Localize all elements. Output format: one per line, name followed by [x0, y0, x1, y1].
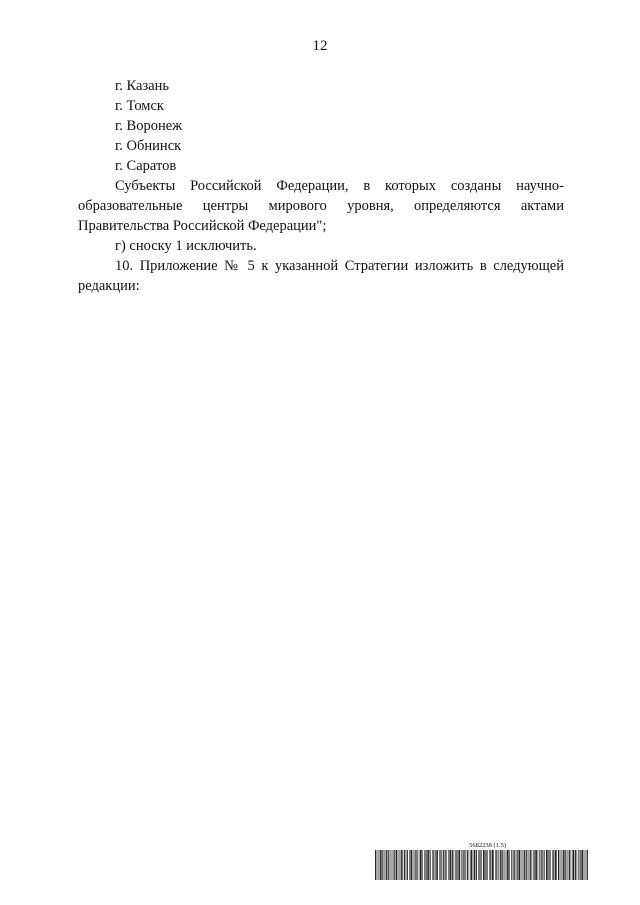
barcode-bar: [451, 850, 452, 880]
barcode-bar: [507, 850, 508, 880]
barcode-bar: [500, 850, 501, 880]
barcode-bar: [523, 850, 524, 880]
barcode-bar: [417, 850, 418, 880]
barcode-bar: [530, 850, 531, 880]
barcode-bar: [562, 850, 563, 880]
barcode-bar: [476, 850, 477, 880]
barcode-bar: [554, 850, 555, 880]
barcode-bar: [421, 850, 422, 880]
barcode-bar: [565, 850, 566, 880]
barcode-bar: [553, 850, 554, 880]
barcode-bar: [436, 850, 437, 880]
barcode-bar: [410, 850, 411, 880]
barcode-bar: [471, 850, 472, 880]
barcode-bar: [546, 850, 547, 880]
barcode-bar: [407, 850, 408, 880]
barcode-bar: [586, 850, 587, 880]
barcode-bar: [505, 850, 506, 880]
barcode-bar: [392, 850, 393, 880]
barcode-bar: [424, 850, 425, 880]
barcode-bar: [489, 850, 490, 880]
barcode-bar: [385, 850, 386, 880]
barcode-bar: [484, 850, 485, 880]
barcode-bar: [583, 850, 584, 880]
barcode-bar: [458, 850, 459, 880]
barcode-bar: [547, 850, 548, 880]
barcode-bar: [376, 850, 377, 880]
barcode-bar: [382, 850, 383, 880]
barcode-bar: [556, 850, 557, 880]
barcode-bar: [491, 850, 492, 880]
barcode-bar: [575, 850, 576, 880]
barcode-bar: [375, 850, 376, 880]
barcode-bar: [383, 850, 384, 880]
barcode-bar: [430, 850, 431, 880]
barcode-bar: [474, 850, 475, 880]
barcode-bar: [415, 850, 416, 880]
barcode-bar: [463, 850, 464, 880]
barcode-bar: [578, 850, 579, 880]
list-item: г. Казань: [115, 78, 170, 94]
barcode-bar: [400, 850, 401, 880]
barcode-bar: [514, 850, 515, 880]
barcode-bar: [437, 850, 438, 880]
barcode-bar: [508, 850, 509, 880]
barcode-bar: [464, 850, 465, 880]
barcode-bar: [572, 850, 573, 880]
barcode-bar: [509, 850, 510, 880]
barcode-bar: [550, 850, 551, 880]
barcode-bar: [427, 850, 428, 880]
barcode-bar: [443, 850, 444, 880]
barcode-bar: [459, 850, 460, 880]
barcode-bar: [564, 850, 565, 880]
barcode-bar: [461, 850, 462, 880]
barcode-bar: [535, 850, 536, 880]
barcode-bar: [498, 850, 499, 880]
barcode-bar: [558, 850, 559, 880]
barcode-bar: [584, 850, 585, 880]
barcode-bar: [569, 850, 570, 880]
barcode-bar: [457, 850, 458, 880]
barcode-bar: [573, 850, 574, 880]
barcode-bar: [563, 850, 564, 880]
barcode-bar: [420, 850, 421, 880]
barcode-bar: [475, 850, 476, 880]
barcode-bar: [478, 850, 479, 880]
barcode-bar: [532, 850, 533, 880]
city-list: [78, 76, 564, 176]
barcode-bar: [472, 850, 473, 880]
barcode-bar: [470, 850, 471, 880]
barcode-bar: [440, 850, 441, 880]
barcode-bar: [544, 850, 545, 880]
barcode-bar: [501, 850, 502, 880]
barcode-bar: [513, 850, 514, 880]
barcode-bar: [527, 850, 528, 880]
barcode-bar: [379, 850, 380, 880]
barcode-bar: [380, 850, 381, 880]
barcode-bar: [439, 850, 440, 880]
barcode-bar: [394, 850, 395, 880]
barcode-bar: [426, 850, 427, 880]
barcode-bar: [483, 850, 484, 880]
barcode-bar: [480, 850, 481, 880]
barcode-bar: [435, 850, 436, 880]
barcode-bar: [377, 850, 378, 880]
barcode-bar: [448, 850, 449, 880]
barcode-bar: [555, 850, 556, 880]
barcode-bar: [511, 850, 512, 880]
barcode-bar: [560, 850, 561, 880]
barcode-bar: [446, 850, 447, 880]
barcode-bar: [407, 850, 408, 880]
list-item: г. Томск: [115, 98, 164, 114]
page-number: 12: [312, 38, 328, 54]
barcode-bar: [520, 850, 521, 880]
barcode-bar: [463, 850, 464, 880]
barcode-bar: [542, 850, 543, 880]
barcode-bar: [495, 850, 496, 880]
barcode-bar: [521, 850, 522, 880]
barcode-bar: [380, 850, 381, 880]
barcode-bar: [526, 850, 527, 880]
barcode-bar: [401, 850, 402, 880]
barcode-bar: [563, 850, 564, 880]
barcode-bar: [454, 850, 455, 880]
barcode-bar: [569, 850, 570, 880]
barcode-bar: [536, 850, 537, 880]
barcode-bar: [381, 850, 382, 880]
barcode-bar: [395, 850, 396, 880]
barcode-bar: [419, 850, 420, 880]
barcode-bar: [515, 850, 516, 880]
barcode-bar: [428, 850, 429, 880]
barcode-bar: [479, 850, 480, 880]
barcode-bar: [406, 850, 407, 880]
barcode-bar: [549, 850, 550, 880]
barcode-bar: [556, 850, 557, 880]
barcode-bar: [411, 850, 412, 880]
barcode-bar: [580, 850, 581, 880]
barcode-bar: [552, 850, 553, 880]
barcode-bar: [456, 850, 457, 880]
barcode-bar: [519, 850, 520, 880]
barcode-bar: [469, 850, 470, 880]
barcode-bar: [493, 850, 494, 880]
document-code: 5682238 (1.5): [469, 842, 506, 849]
list-item: г. Саратов: [115, 158, 177, 174]
barcode-bar: [493, 850, 494, 880]
barcode-bar: [568, 850, 569, 880]
barcode-bar: [388, 850, 389, 880]
barcode-bar: [467, 850, 468, 880]
barcode-bar: [502, 850, 503, 880]
barcode-bar: [574, 850, 575, 880]
barcode-bar: [421, 850, 422, 880]
barcode-bar: [524, 850, 525, 880]
barcode-bar: [432, 850, 433, 880]
paragraph-footnote: г) сноску 1 исключить.: [115, 238, 257, 254]
barcode-bar: [575, 850, 576, 880]
list-item: г. Обнинск: [115, 138, 182, 154]
barcode-bar: [559, 850, 560, 880]
barcode-bar: [486, 850, 487, 880]
barcode-bar: [529, 850, 530, 880]
barcode-bar: [490, 850, 491, 880]
barcode-bar: [389, 850, 390, 880]
barcode-bar: [452, 850, 453, 880]
barcode-bar: [577, 850, 578, 880]
barcode-bar: [512, 850, 513, 880]
paragraph-appendix: 10. Приложение № 5 к указанной Стратегии изложить в следующей редакции:: [78, 258, 564, 294]
barcode-bar: [422, 850, 423, 880]
barcode-bar: [441, 850, 442, 880]
barcode-bar: [388, 850, 389, 880]
barcode-bar: [581, 850, 582, 880]
barcode-bar: [434, 850, 435, 880]
barcode-bar: [394, 850, 395, 880]
barcode-bar: [518, 850, 519, 880]
barcode-bar: [391, 850, 392, 880]
barcode-bar: [433, 850, 434, 880]
barcode-bar: [582, 850, 583, 880]
barcode-bar: [413, 850, 414, 880]
barcode-bar: [445, 850, 446, 880]
barcode-bar: [492, 850, 493, 880]
barcode-bar: [386, 850, 387, 880]
barcode-bar: [443, 850, 444, 880]
barcode-bar: [460, 850, 461, 880]
barcode-bar: [415, 850, 416, 880]
barcode-bar: [547, 850, 548, 880]
barcode-bar: [530, 850, 531, 880]
barcode-bar: [467, 850, 468, 880]
barcode-bar: [517, 850, 518, 880]
barcode-bar: [473, 850, 474, 880]
barcode-bar: [401, 850, 402, 880]
barcode-bar: [476, 850, 477, 880]
barcode-bar: [548, 850, 549, 880]
paragraph-subjects: Субъекты Российской Федерации, в которых созданы научно-образовательные центры мирового уровня, определяются актами Правительства Российской Федерации";: [78, 178, 564, 234]
barcode-bar: [587, 850, 588, 880]
barcode-bar: [452, 850, 453, 880]
barcode-bar: [396, 850, 397, 880]
barcode-bar: [571, 850, 572, 880]
barcode-bar: [455, 850, 456, 880]
barcode-bar: [485, 850, 486, 880]
barcode-bar: [538, 850, 539, 880]
barcode-bar: [412, 850, 413, 880]
barcode-bar: [428, 850, 429, 880]
barcode-bar: [524, 850, 525, 880]
barcode-bar: [450, 850, 451, 880]
barcode-bar: [425, 850, 426, 880]
barcode-bar: [500, 850, 501, 880]
barcode-bar: [508, 850, 509, 880]
barcode-bar: [496, 850, 497, 880]
barcode-bar: [449, 850, 450, 880]
document-body: [78, 76, 564, 296]
barcode-bar: [437, 850, 438, 880]
barcode-bar: [497, 850, 498, 880]
barcode-bar: [506, 850, 507, 880]
barcode-bar: [517, 850, 518, 880]
barcode-bar: [484, 850, 485, 880]
barcode-bar: [533, 850, 534, 880]
barcode-bar: [536, 850, 537, 880]
barcode-bar: [402, 850, 403, 880]
barcode-bar: [544, 850, 545, 880]
barcode-image: [375, 850, 588, 880]
barcode-bar: [541, 850, 542, 880]
barcode-bar: [541, 850, 542, 880]
barcode-bar: [404, 850, 405, 880]
barcode-bar: [430, 850, 431, 880]
barcode-bar: [465, 850, 466, 880]
barcode-bar: [404, 850, 405, 880]
barcode-bar: [445, 850, 446, 880]
barcode-bar: [409, 850, 410, 880]
barcode-bar: [580, 850, 581, 880]
barcode-bar: [416, 850, 417, 880]
barcode-bar: [539, 850, 540, 880]
list-item: г. Воронеж: [115, 118, 183, 134]
barcode-bar: [487, 850, 488, 880]
barcode-bar: [526, 850, 527, 880]
barcode-block: [375, 842, 588, 880]
barcode-bar: [587, 850, 588, 880]
barcode-bar: [566, 850, 567, 880]
barcode-bar: [481, 850, 482, 880]
barcode-bar: [397, 850, 398, 880]
barcode-bar: [386, 850, 387, 880]
barcode-bar: [503, 850, 504, 880]
barcode-bar: [398, 850, 399, 880]
barcode-bar: [534, 850, 535, 880]
